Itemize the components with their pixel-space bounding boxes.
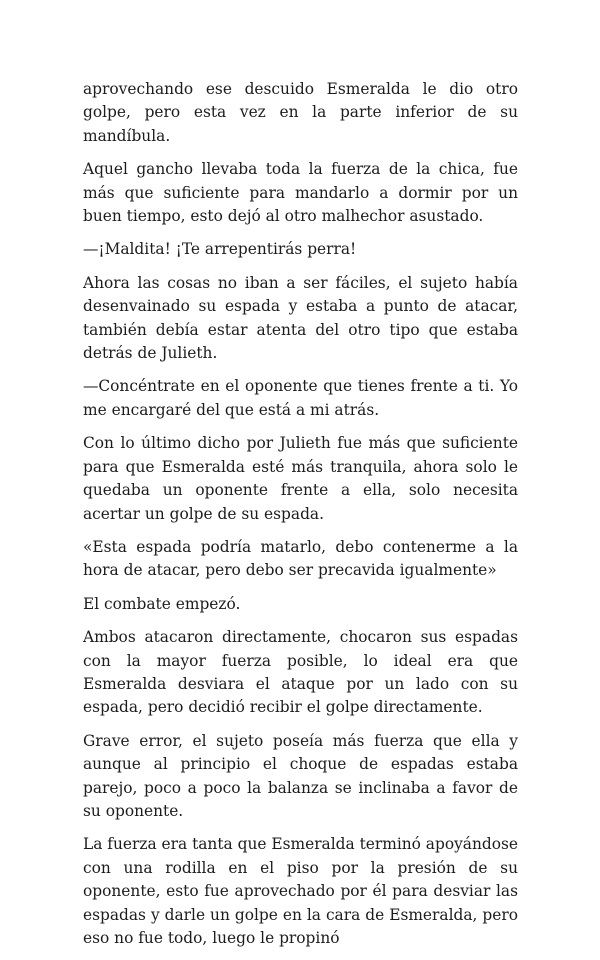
paragraph: aprovechando ese descuido Esmeralda le dio otro golpe, pero esta vez en la parte inferior de su mandíbula. bbox=[83, 80, 518, 145]
thought-line: «Esta espada podría matarlo, debo contenerme a la hora de atacar, pero debo ser precavida igualmente» bbox=[83, 537, 518, 580]
paragraph: El combate empezó. bbox=[83, 594, 241, 613]
paragraph: Grave error, el sujeto poseía más fuerza que ella y aunque al principio el choque de espadas estaba parejo, poco a poco la balanza se inclinaba a favor de su oponente. bbox=[83, 731, 518, 820]
paragraph: Ambos atacaron directamente, chocaron sus espadas con la mayor fuerza posible, lo ideal era que Esmeralda desviara el ataque por un lado con su espada, pero decidió recibir el golpe directamente. bbox=[83, 628, 518, 717]
book-page bbox=[83, 78, 518, 960]
dialogue-line: —Concéntrate en el oponente que tienes frente a ti. Yo me encargaré del que está a mi atrás. bbox=[83, 377, 518, 419]
paragraph: Ahora las cosas no iban a ser fáciles, el sujeto había desenvainado su espada y estaba a punto de atacar, también debía estar atenta del otro tipo que estaba detrás de Julieth. bbox=[83, 273, 518, 363]
dialogue-line: —¡Maldita! ¡Te arrepentirás perra! bbox=[83, 240, 357, 259]
paragraph: Con lo último dicho por Julieth fue más que suficiente para que Esmeralda esté más tranquila, ahora solo le quedaba un oponente frente a ella, solo necesita acertar un golpe de su espada. bbox=[83, 434, 518, 523]
paragraph: Aquel gancho llevaba toda la fuerza de la chica, fue más que suficiente para mandarlo a dormir por un buen tiempo, esto dejó al otro malhechor asustado. bbox=[83, 160, 518, 226]
paragraph: La fuerza era tanta que Esmeralda terminó apoyándose con una rodilla en el piso por la presión de su oponente, esto fue aprovechado por él para desviar las espadas y darle un golpe en la cara de Esmeralda, pero eso no fue todo, luego le propinó bbox=[83, 835, 519, 947]
